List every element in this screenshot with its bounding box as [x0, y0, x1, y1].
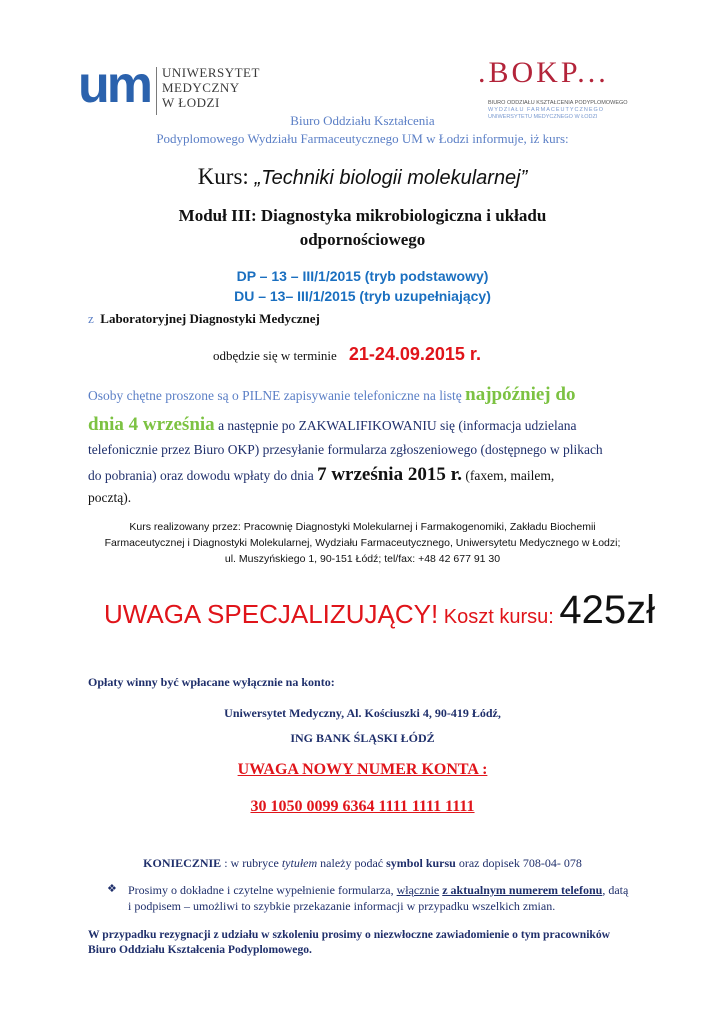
um-name-line1: UNIWERSYTET	[162, 65, 260, 80]
payment-deadline: 7 września 2015 r.	[317, 464, 463, 485]
deadline-date: dnia 4 września	[88, 414, 215, 435]
bokp-mark: .BOKP...	[478, 56, 609, 89]
um-mark: um	[78, 56, 150, 114]
course-prefix: Kurs:	[197, 164, 255, 189]
organizer-line2: Farmaceutycznej i Diagnostyki Molekularnej, Wydziału Farmaceutycznego, Uniwersytetu Medycznego w Łodzi;	[104, 537, 621, 549]
registration-line2	[88, 414, 576, 436]
account-notice-text: UWAGA NOWY NUMER KONTA :	[237, 761, 488, 778]
resignation-line2: Biuro Oddziału Kształcenia Podyplomowego.	[88, 943, 312, 956]
registration-line3: telefonicznie przez Biuro OKP) przesyłanie formularza zgłoszeniowego (dostępnego w plikach	[88, 442, 603, 457]
account-number	[0, 798, 725, 816]
field-name: Laboratoryjnej Diagnostyki Medycznej	[100, 311, 320, 326]
organizer-line3: ul. Muszyńskiego 1, 90-151 Łódź; tel/fax: +48 42 677 91 30	[224, 553, 501, 565]
cost-label: Koszt kursu:	[438, 606, 560, 628]
account-notice	[0, 761, 725, 779]
registration-line1	[88, 384, 575, 406]
course-date: 21-24.09.2015 r.	[348, 344, 481, 364]
um-divider	[156, 67, 157, 115]
intro-line1: Biuro Oddziału Kształcenia	[290, 113, 435, 128]
um-logo	[78, 56, 260, 119]
necessary-italic: tytułem	[281, 856, 318, 870]
bullet-underlined-bold: z aktualnym numerem telefonu	[442, 883, 603, 897]
course-date-line	[213, 344, 481, 365]
registration-text: Osoby chętne proszone są o PILNE zapisywanie telefoniczne na listę	[88, 388, 466, 403]
registration-line5: pocztą).	[88, 490, 132, 505]
payment-heading: Opłaty winny być wpłacane wyłącznie na konto:	[88, 675, 335, 689]
specialist-warning: UWAGA SPECJALIZUJĄCY!	[104, 599, 439, 629]
registration-text: a następnie po ZAKWALIFIKOWANIU się (informacja udzielana	[214, 418, 577, 433]
course-code-basic: DP – 13 – III/1/2015 (tryb podstawowy)	[236, 268, 489, 284]
bullet-line1	[128, 883, 628, 898]
cost-line	[104, 588, 655, 633]
account-number-text: 30 1050 0099 6364 1111 1111 1111	[250, 798, 475, 815]
diamond-bullet-icon: ❖	[107, 883, 117, 895]
field-prefix: z	[88, 311, 94, 326]
bullet-line2: i podpisem – umożliwi to szybkie przekazanie informacji w przypadku wszelkich zmian.	[128, 899, 556, 913]
necessary-label: KONIECZNIE	[143, 856, 222, 870]
cost-amount: 425zł	[559, 588, 655, 632]
module-line2: odpornościowego	[299, 230, 426, 249]
module-line1: Moduł III: Diagnostyka mikrobiologiczna i układu	[178, 206, 547, 225]
bullet-text: , datą	[602, 883, 629, 897]
bokp-line1: BIURO ODDZIAŁU KSZTAŁCENIA PODYPLOMOWEGO	[488, 100, 628, 106]
necessary-bold: symbol kursu	[386, 856, 456, 870]
bokp-line3: UNIWERSYTETU MEDYCZNEGO W ŁODZI	[488, 114, 598, 120]
bokp-line2: WYDZIAŁU FARMACEUTYCZNEGO	[488, 107, 605, 113]
course-field	[88, 311, 320, 327]
necessary-text: należy podać	[317, 856, 387, 870]
course-title	[0, 164, 725, 190]
registration-text: (faxem, mailem,	[462, 468, 555, 483]
necessary-text: oraz dopisek 708-04- 078	[455, 856, 582, 870]
um-name-line3: W ŁODZI	[162, 95, 220, 110]
resignation-line1: W przypadku rezygnacji z udziału w szkoleniu prosimy o niezwłoczne zawiadomienie o tym pracowników	[88, 928, 611, 941]
bullet-underlined: włącznie	[396, 883, 440, 897]
date-prefix: odbędzie się w terminie	[213, 348, 337, 363]
registration-text: do pobrania) oraz dowodu wpłaty do dnia	[88, 468, 318, 483]
deadline-text: najpóźniej do	[465, 384, 576, 405]
payment-address: Uniwersytet Medyczny, Al. Kościuszki 4, 90-419 Łódź,	[224, 706, 501, 720]
organizer-line1: Kurs realizowany przez: Pracownię Diagnostyki Molekularnej i Farmakogenomiki, Zakładu Biochemii	[129, 521, 596, 533]
necessary-note	[0, 856, 725, 871]
necessary-text: : w rubryce	[221, 856, 282, 870]
registration-line4	[88, 464, 554, 486]
payment-bank: ING BANK ŚLĄSKI ŁÓDŹ	[290, 731, 435, 745]
course-code-supplementary: DU – 13– III/1/2015 (tryb uzupełniający)	[234, 288, 491, 304]
intro-line2: Podyplomowego Wydziału Farmaceutycznego UM w Łodzi informuje, iż kurs:	[156, 131, 569, 146]
bullet-text: Prosimy o dokładne i czytelne wypełnienie formularza,	[128, 883, 397, 897]
course-name: „Techniki biologii molekularnej”	[254, 167, 528, 189]
um-name-line2: MEDYCZNY	[162, 80, 240, 95]
